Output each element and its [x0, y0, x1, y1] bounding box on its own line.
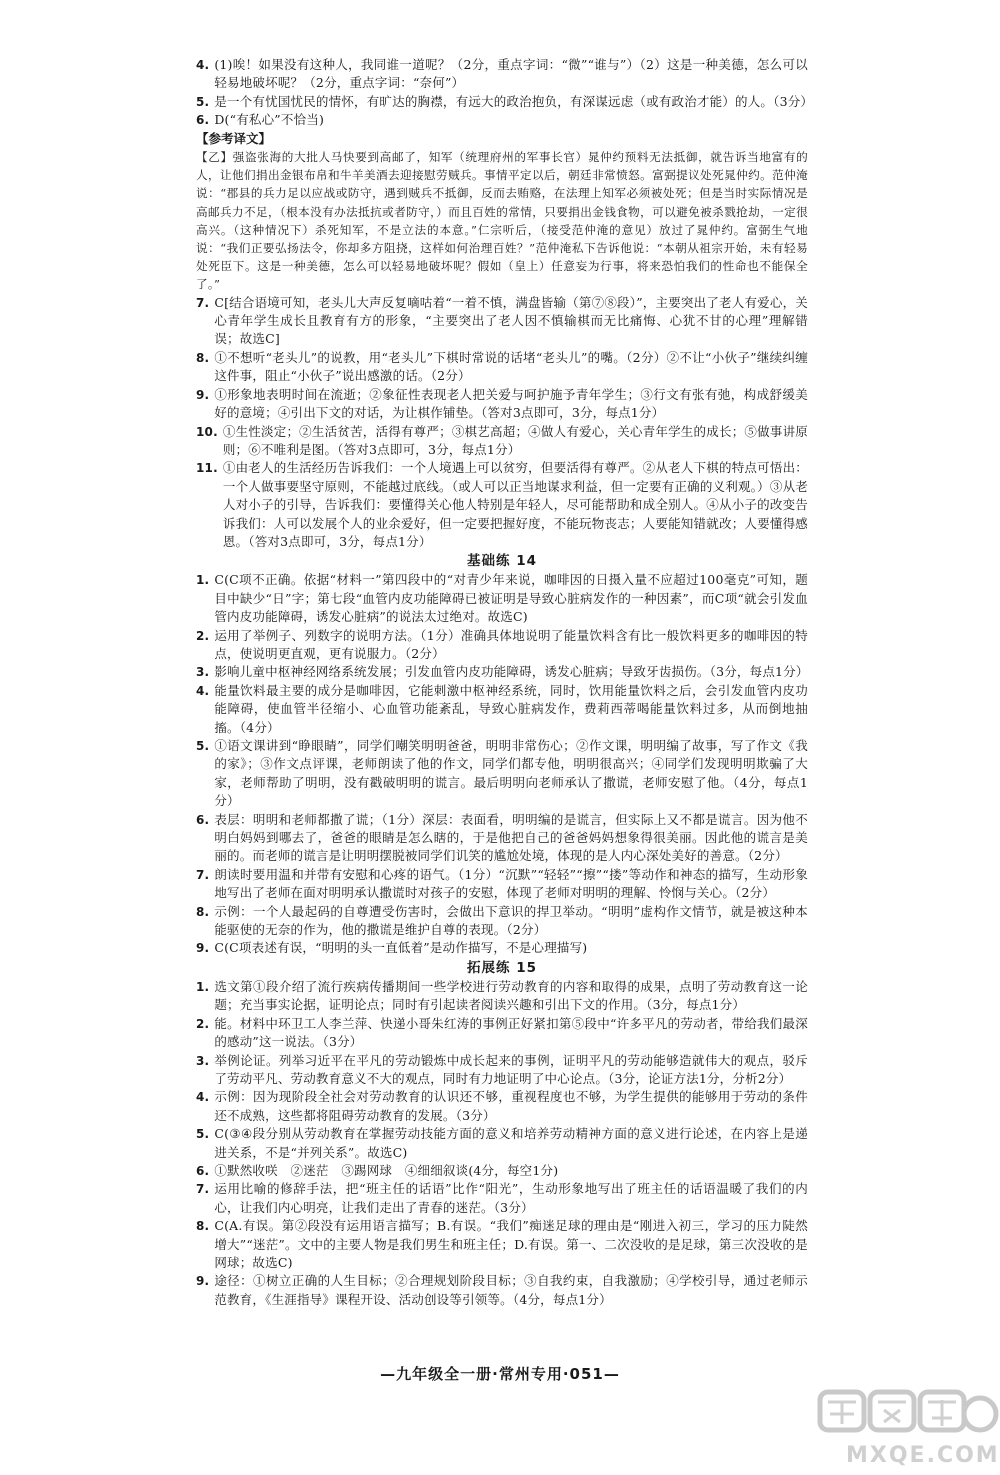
answers-top [196, 56, 814, 130]
answer-item: 9. 途径：①树立正确的人生目标；②合理规划阶段目标；③自我约束，自我激励；④学校引导，通过老师示范教育，《生涯指导》课程开设、活动创设等引领等。（4分，每点1分） [196, 1273, 808, 1307]
watermark-text: MXQE.COM [846, 1443, 1000, 1468]
answers-15 [196, 978, 808, 1309]
answer-item: 6. ①默然收咲 ②迷茫 ③踢网球 ④细细叙谈(4分，每空1分) [196, 1162, 559, 1178]
watermark-icon [808, 1388, 1000, 1471]
answer-item: 7. 运用比喻的修辞手法，把“班主任的话语”比作“阳光”，生动形象地写出了班主任的话语温暖了我们的内心，让我们内心明亮，让我们走出了青春的迷茫。（3分） [196, 1181, 808, 1215]
answer-item: 3. 举例论证。列举习近平在平凡的劳动锻炼中成长起来的事例，证明平凡的劳动能够造就伟大的观点，驳斥了劳动平凡、劳动教育意义不大的观点，同时有力地证明了中心论点。（3分，论证方法1分，分析2分） [196, 1052, 808, 1086]
answer-item: 11. ①由老人的生活经历告诉我们：一个人境遇上可以贫穷，但要活得有尊严。②从老人下棋的特点可悟出：一个人做事要坚守原则，不能越过底线。（或人可以正当地谋求利益，但一定要有正确的义利观。）③从老人对小子的引导，告诉我们：要懂得关心他人特别是年轻人，尽可能帮助和成全别人。④从小子的改变告诉我们：人可以发展个人的业余爱好，但一定要把握好度，不能玩物丧志；人要能知错就改；人要懂得感恩。（答对3点即可，3分，每点1分） [196, 460, 808, 549]
answer-item: 1. C(C项不正确。依据“材料一”第四段中的“对青少年来说，咖啡因的日摄入量不应超过100毫克”可知，题目中缺少“日”字；第七段“血管内皮功能障碍已被证明是导致心脏病发作的一种因素”，而C项“就会引发血管内皮功能障碍，诱发心脏病”的说法太过绝对。故选C) [196, 572, 808, 625]
answers-mid [196, 294, 808, 552]
answer-item: 4. 示例：因为现阶段全社会对劳动教育的认识还不够，重视程度也不够，为学生提供的能够用于劳动的条件还不成熟，这些都将阻碍劳动教育的发展。（3分） [196, 1089, 808, 1123]
answer-item: 9. C(C项表述有误，“明明的头一直低着”是动作描写，不是心理描写) [196, 940, 588, 956]
answer-item: 8. ①不想听“老头儿”的说教，用“老头儿”下棋时常说的话堵“老头儿”的嘴。（2分）②不让“小伙子”继续纠缠这件事，阻止“小伙子”说出感激的话。（2分） [196, 349, 808, 384]
answer-item: 1. 选文第①段介绍了流行疾病传播期间一些学校进行劳动教育的内容和取得的成果，点明了劳动教育这一论题；充当事实论据，证明论点；同时有引起读者阅读兴趣和引出下文的作用。（3分，每点1分） [196, 978, 808, 1013]
reference-translation-header: 【参考译文】 [196, 130, 272, 146]
section-title-15: 拓展练 15 [467, 959, 537, 976]
answer-item: 5. ①语文课讲到“睁眼睛”，同学们嘲笑明明爸爸，明明非常伤心；②作文课，明明编了故事，写了作文《我的家》；③作文点评课，老师朗读了他的作文，同学们都专他，明明很高兴；④同学们发现明明欺骗了大家，老师帮助了明明，没有戳破明明的谎言。最后明明向老师承认了撒谎，老师安慰了他。（4分，每点1分） [196, 738, 808, 809]
reference-translation: 【乙】强盗张海的大批人马快要到高邮了，知军（统理府州的军事长官）晁仲约预料无法抵御，就告诉当地富有的人，让他们捐出金银布帛和牛羊美酒去迎接慰劳贼兵。事情平定以后，朝廷非常愤怒。富弼提议处死晁仲约。范仲淹说：“郡县的兵力足以应战或防守，遇到贼兵不抵御，反而去贿赂，在法理上知军必须被处死；但是当时实际情况是高邮兵力不足，（根本没有办法抵抗或者防守，）而且百姓的常情，只要捐出金钱食物，可以避免被杀戮抢劫，一定很高兴。（这种情况下）杀死知军，不是立法的本意。”仁宗听后，（接受范仲淹的意见）放过了晁仲约。富弼生气地说：“我们正要弘扬法令，你却多方阻挠，这样如何治理百姓？”范仲淹私下告诉他说：“本朝从祖宗开始，未有轻易处死臣下。这是一种美德，怎么可以轻易地破坏呢？假如（皇上）任意妄为行事，将来恐怕我们的性命也不能保全了。” [196, 150, 808, 292]
answer-item: 10. ①生性淡定；②生活贫苦，活得有尊严；③棋艺高超；④做人有爱心，关心青年学生的成长；⑤做事讲原则；⑥不唯利是图。（答对3点即可，3分，每点1分） [196, 423, 808, 457]
answer-item: 6. D(“有私心”不恰当) [196, 112, 325, 128]
answer-item: 9. ①形象地表明时间在流逝；②象征性表现老人把关爱与呵护施予青年学生；③行文有张有弛，构成舒缓美好的意境；④引出下文的对话，为让棋作铺垫。（答对3点即可，3分，每点1分） [196, 386, 808, 421]
section-title-14: 基础练 14 [467, 553, 537, 570]
answer-item: 6. 表层：明明和老师都撒了谎；（1分）深层：表面看，明明编的是谎言，但实际上又不都是谎言。因为他不明白妈妈到哪去了，爸爸的眼睛是怎么瞎的，于是他把自己的爸爸妈妈想象得很美丽。因此他的谎言是美丽的。而老师的谎言是让明明摆脱被同学们讥笑的尴尬处境，体现的是人内心深处美好的善意。（2分） [196, 811, 808, 864]
answer-item: 2. 能。材料中环卫工人李兰萍、快递小哥朱红涛的事例正好紧扣第⑤段中“许多平凡的劳动者，带给我们最深的感动”这一说法。（3分） [196, 1015, 808, 1050]
answer-item: 2. 运用了举例子、列数字的说明方法。（1分）准确具体地说明了能量饮料含有比一般饮料更多的咖啡因的特点，使说明更直观，更有说服力。（2分） [196, 627, 808, 661]
answer-item: 7. C[结合语境可知，老头儿大声反复嘀咕着“一着不慎，满盘皆输（第⑦⑧段）”，主要突出了老人有爱心，关心青年学生成长且教育有方的形象，“主要突出了老人因不慎输棋而无比痛悔、心犹不甘的心理”理解错误；故选C] [196, 294, 808, 347]
answer-item: 5. C(③④段分别从劳动教育在掌握劳动技能方面的意义和培养劳动精神方面的意义进行论述，在内容上是递进关系，不是“并列关系”。故选C) [196, 1126, 808, 1160]
answer-item: 4. 能量饮料最主要的成分是咖啡因，它能刺激中枢神经系统，同时，饮用能量饮料之后，会引发血管内皮功能障碍，使血管半径缩小、心血管功能紊乱，导致心脏病发作，费莉西蒂喝能量饮料过多，从而倒地抽搐。（4分） [196, 682, 808, 735]
page-footer: —九年级全一册·常州专用·051— [380, 1365, 620, 1383]
answer-page [196, 56, 814, 1309]
answer-item: 5. 是一个有忧国忧民的情怀，有旷达的胸襟，有远大的政治抱负，有深谋远虑（或有政治才能）的人。（3分） [196, 93, 814, 109]
answer-item: 4. (1)唉！如果没有这种人，我同谁一道呢？（2分，重点字词：“微”“谁与”）（2）这是一种美德，怎么可以轻易地破坏呢？（2分，重点字词：“奈何”） [196, 57, 808, 91]
answer-item: 7. 朗读时要用温和并带有安慰和心疼的语气。（1分）“沉默”“轻轻”“擦”“搂”等动作和神态的描写，生动形象地写出了老师在面对明明承认撒谎时对孩子的安慰，体现了老师对明明的理解、怜悯与关心。（2分） [196, 866, 808, 901]
answer-item: 8. 示例：一个人最起码的自尊遭受伤害时，会做出下意识的捍卫举动。“明明”虚构作文情节，就是被这种本能驱使的无奈的作为，他的撒谎是维护自尊的表现。（2分） [196, 903, 808, 938]
answer-item: 8. C(A.有误。第②段没有运用语言描写；B.有误。“我们”痴迷足球的理由是“刚进入初三，学习的压力陡然增大”“迷茫”。文中的主要人物是我们男生和班主任；D.有误。第一、二次没收的是足球，第三次没收的是网球；故选C) [196, 1218, 808, 1270]
answers-14 [196, 571, 808, 958]
answer-item: 3. 影响儿童中枢神经网络系统发展；引发血管内皮功能障碍，诱发心脏病；导致牙齿损伤。（3分，每点1分） [196, 664, 809, 680]
answer-watermark-logo [808, 1388, 1000, 1471]
